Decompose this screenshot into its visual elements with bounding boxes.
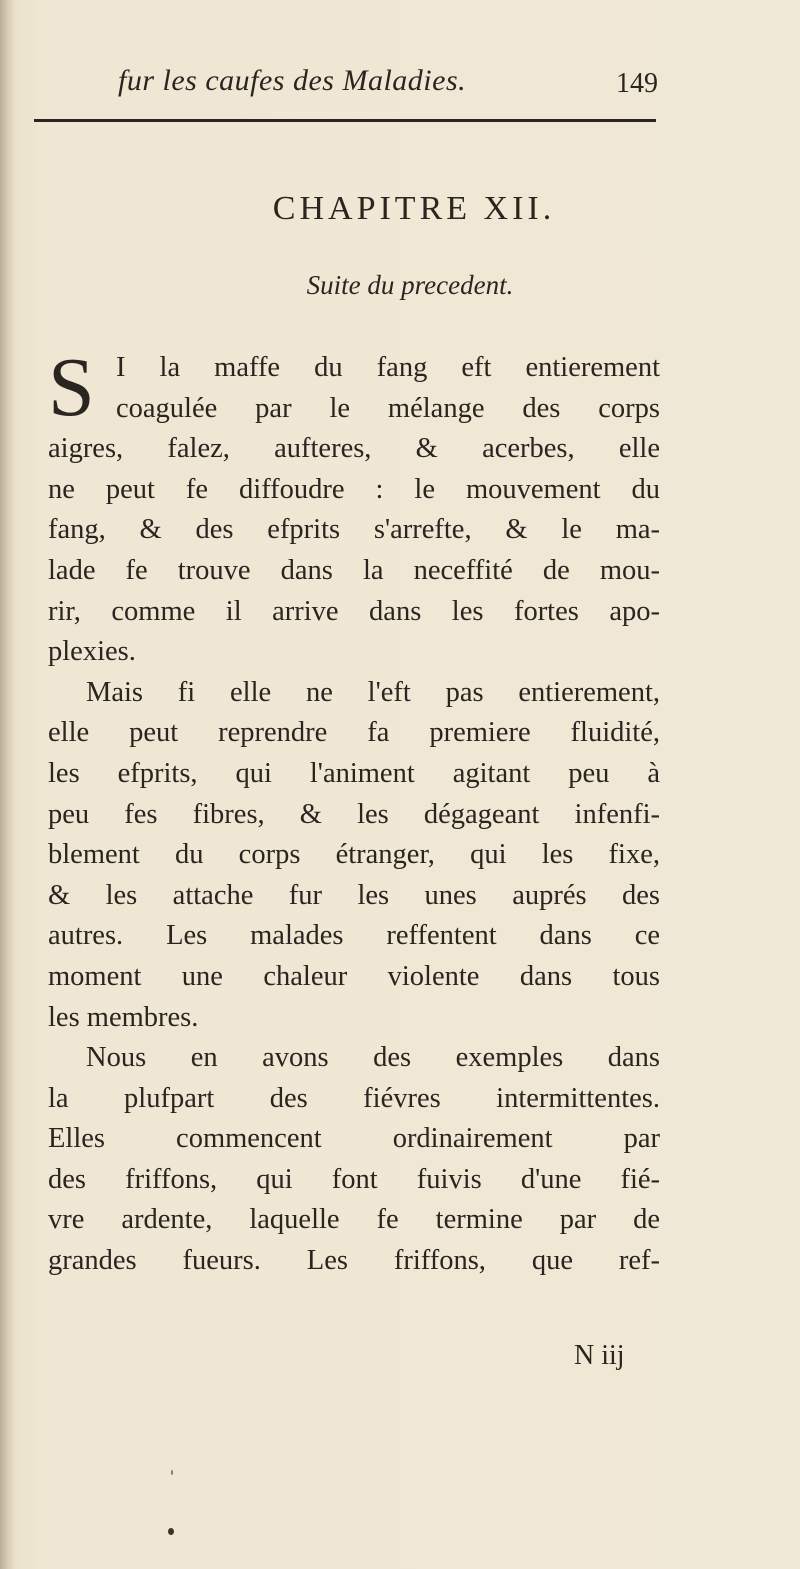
signature-mark: N iij: [574, 1340, 625, 1371]
text-line: plexies.: [48, 636, 136, 668]
text-line: rir, comme il arrive dans les fortes apo-: [48, 595, 660, 627]
text-line: blement du corps étranger, qui les fixe,: [48, 839, 660, 871]
body-text: [48, 341, 660, 1282]
text-line: Nous en avons des exemples dans: [86, 1042, 660, 1074]
text-line: vre ardente, laquelle fe termine par de: [48, 1204, 660, 1236]
text-line: des friffons, qui font fuivis d'une fié-: [48, 1163, 660, 1195]
text-line: peu fes fibres, & les dégageant infenfi-: [48, 798, 660, 830]
text-line: moment une chaleur violente dans tous: [48, 960, 660, 992]
page-gutter-shadow: [0, 0, 14, 1569]
text-line: Mais fi elle ne l'eft pas entierement,: [86, 676, 660, 708]
page-number: 149: [616, 68, 658, 99]
drop-cap: S: [48, 341, 95, 434]
text-line: elle peut reprendre fa premiere fluidité,: [48, 717, 660, 749]
ink-spot: [171, 1470, 173, 1475]
running-title: fur les caufes des Maladies.: [118, 64, 467, 97]
text-line: I la maffe du fang eft entierement: [116, 352, 660, 383]
text-line: les membres.: [48, 1001, 199, 1033]
header-rule: [34, 119, 656, 122]
text-line: coagulée par le mélange des corps: [116, 392, 660, 424]
chapter-subtitle: Suite du precedent.: [306, 270, 514, 300]
text-line: grandes fueurs. Les friffons, que ref-: [48, 1245, 660, 1277]
text-line: autres. Les malades reffentent dans ce: [48, 920, 660, 952]
text-line: lade fe trouve dans la neceffité de mou-: [48, 554, 660, 586]
text-line: Elles commencent ordinairement par: [48, 1123, 660, 1155]
text-line: & les attache fur les unes auprés des: [48, 879, 660, 911]
ink-spot: [168, 1528, 174, 1535]
text-line: fang, & des efprits s'arrefte, & le ma-: [48, 514, 660, 546]
text-line: la plufpart des fiévres intermittentes.: [48, 1082, 660, 1114]
text-line: ne peut fe diffoudre : le mouvement du: [48, 473, 660, 505]
text-line: aigres, falez, aufteres, & acerbes, elle: [48, 433, 660, 465]
running-head: [118, 64, 658, 104]
text-line: les efprits, qui l'animent agitant peu à: [48, 757, 660, 789]
chapter-heading: CHAPITRE XII.: [272, 190, 556, 227]
